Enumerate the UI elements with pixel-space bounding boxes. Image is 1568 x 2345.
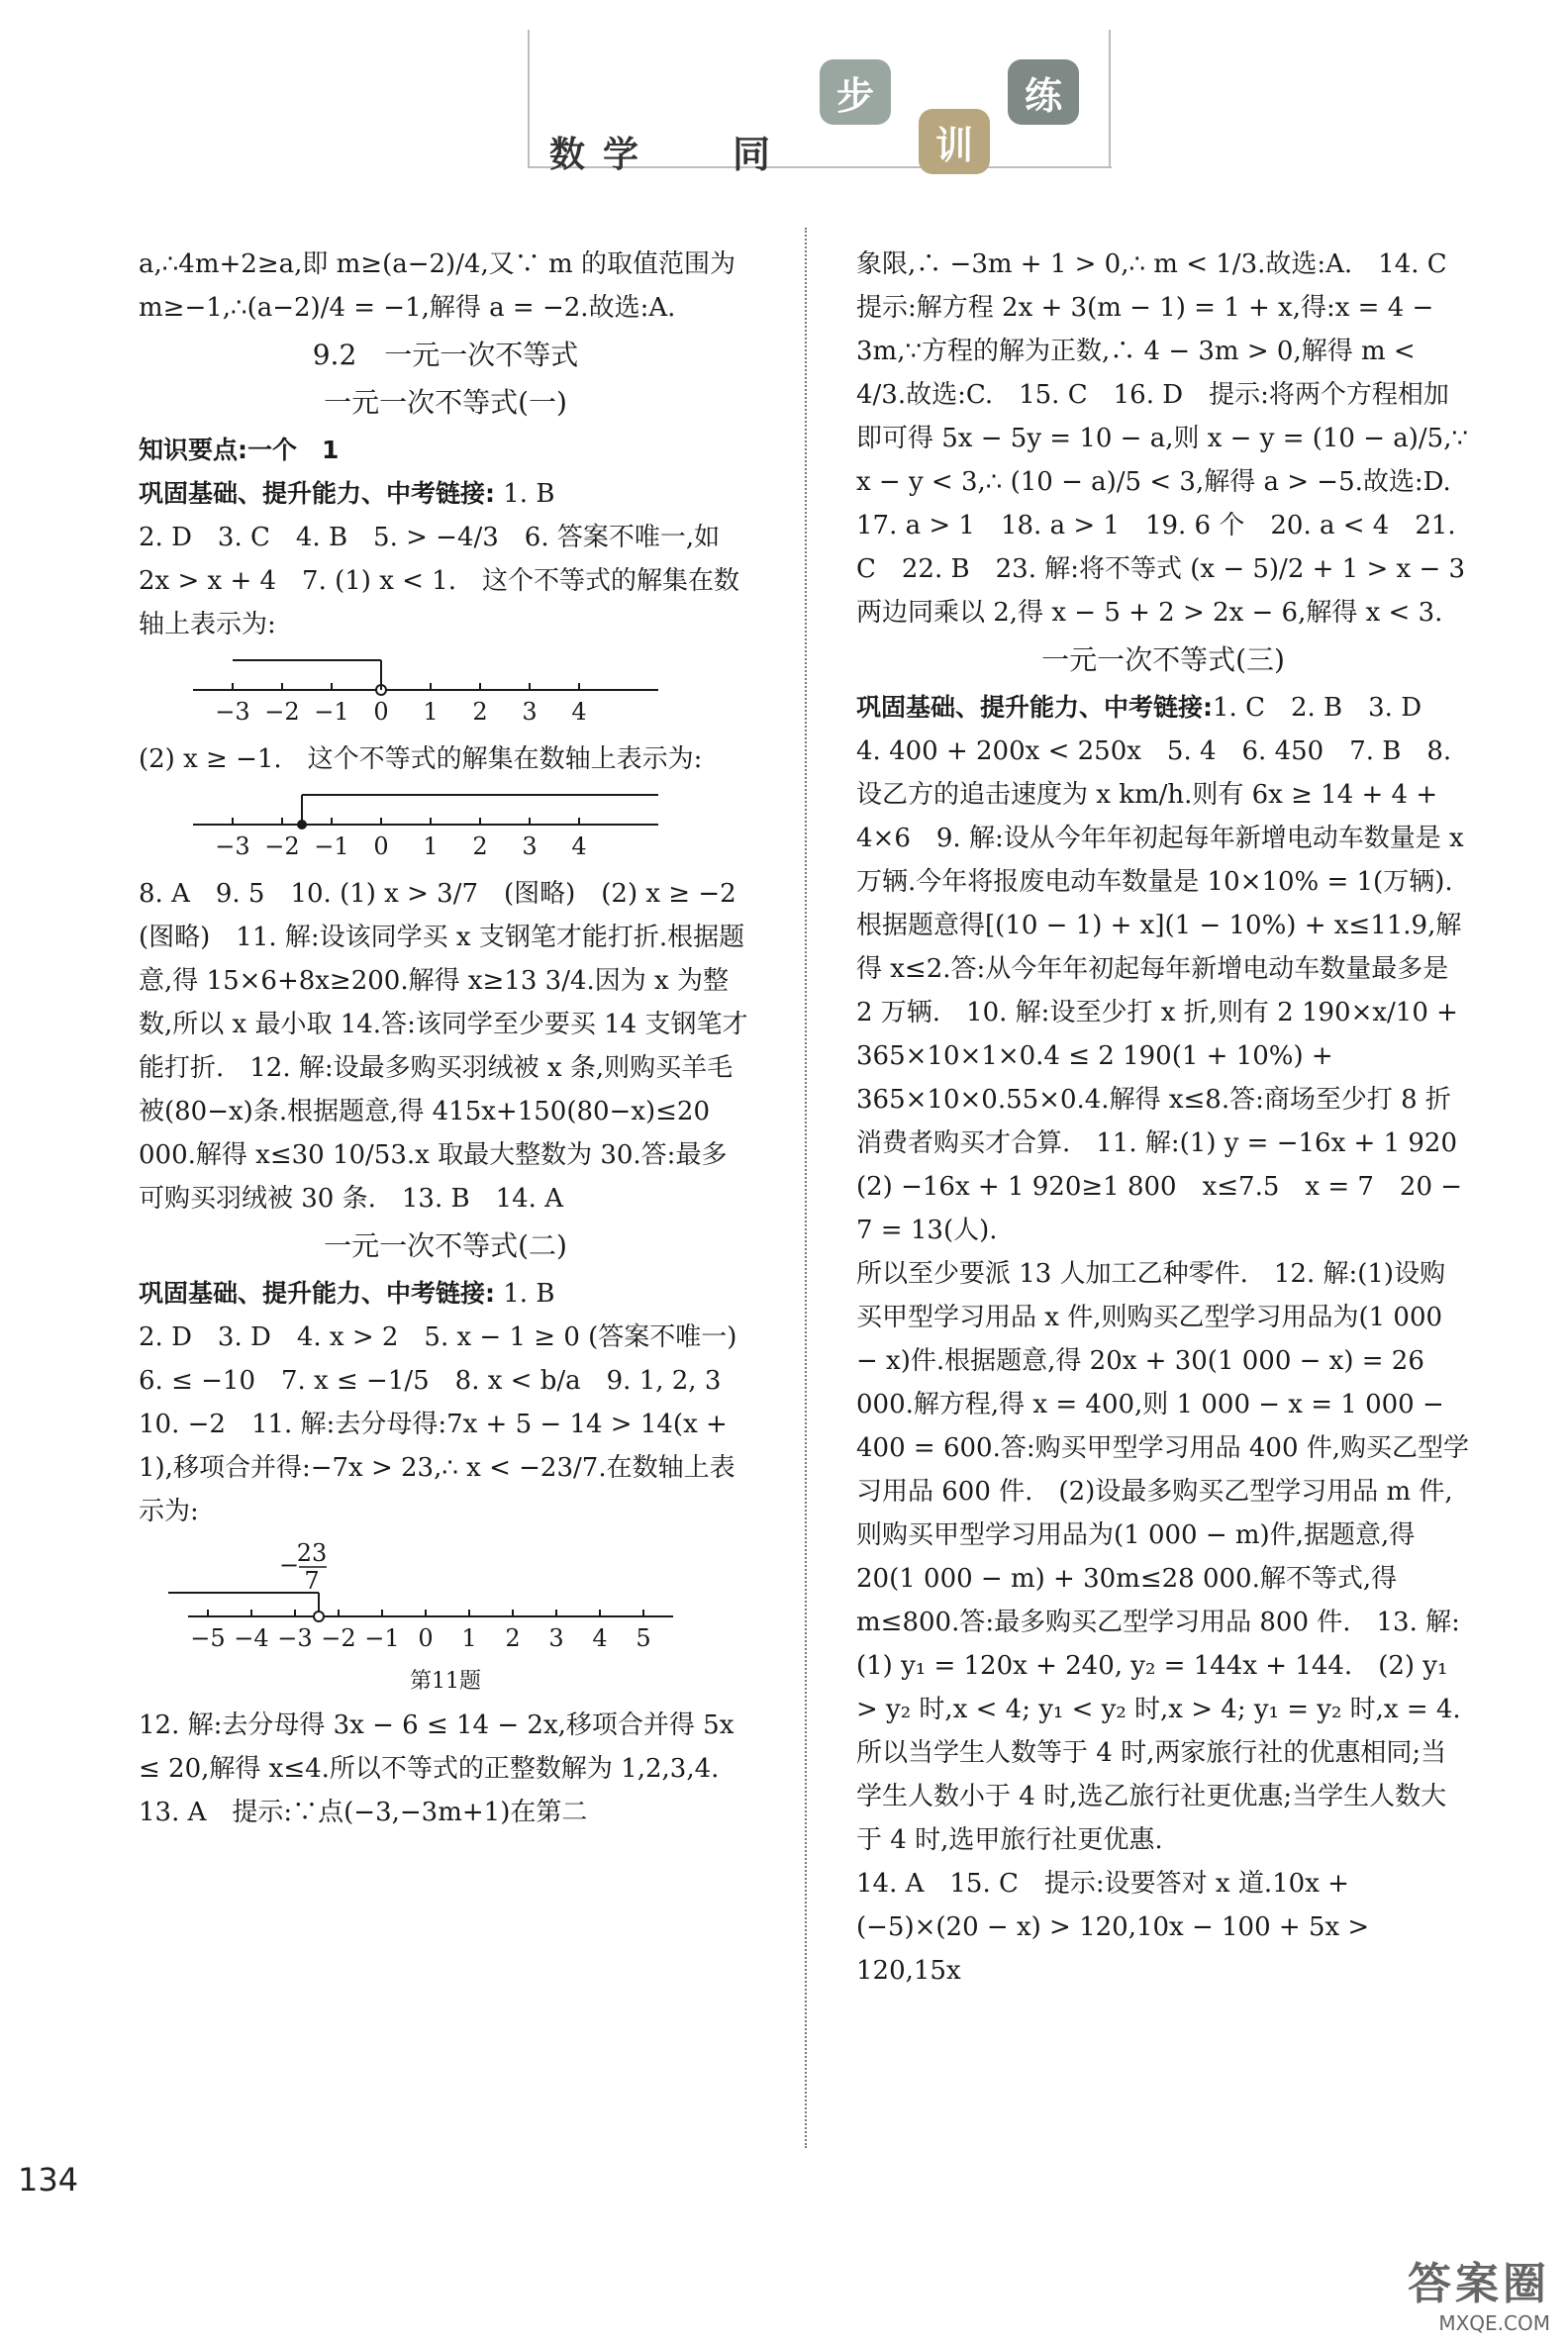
subsection-title: 一元一次不等式(二) bbox=[324, 1229, 567, 1262]
number-line-label: 23 bbox=[296, 1539, 328, 1567]
answer-paragraph: 象限,∴ −3m + 1 > 0,∴ m < 1/3.故选:A. 14. C 提示:解方程 2x + 3(m − 1) = 1 + x,得:x = 4 − 3m,∵方程的解为正数,∴ 4 − 3m > 0,解得 m < 4/3.故选:C. 15. C 16. D 提示:将两个方程相加即可得 5x − 5y = 10 − a,则 x − y = (10 − a)/5,∵ x − y < 3,∴ (10 − a)/5 < 3,解得 a > −5.故选:D. 17. a > 1 18. a > 1 19. 6 个 20. a < 4 21. C 22. B 23. 解:将不等式 (x − 5)/2 + 1 > x − 3 两边同乘以 2,得 x − 5 + 2 > 2x − 6,解得 x < 3. bbox=[856, 249, 1477, 628]
answer-paragraph: 14. A 15. C 提示:设要答对 x 道.10x + (−5)×(20 − x) > 120,10x − 100 + 5x > 120,15x bbox=[856, 1869, 1378, 1986]
number-line-label: 7 bbox=[304, 1567, 320, 1595]
answer-paragraph: a,∴4m+2≥a,即 m≥(a−2)/4,又∵ m 的取值范围为 m≥−1,∴(a−2)/4 = −1,解得 a = −2.故选:A. bbox=[139, 249, 744, 323]
page-header bbox=[0, 0, 1568, 198]
number-line-tick-label: 0 bbox=[418, 1624, 434, 1652]
right-column bbox=[856, 243, 1484, 1993]
answer-text: 1. B bbox=[495, 479, 555, 509]
header-rule bbox=[1109, 30, 1111, 168]
number-line-tick-label: 2 bbox=[505, 1624, 521, 1652]
number-line-tick-label: −2 bbox=[264, 832, 300, 860]
number-line-tick-label: −1 bbox=[314, 698, 349, 726]
number-line-tick-label: −2 bbox=[321, 1624, 356, 1652]
number-line-a bbox=[193, 652, 668, 732]
number-line-tick-label: 3 bbox=[522, 832, 538, 860]
number-line-tick-label: 5 bbox=[636, 1624, 651, 1652]
answer-paragraph: 12. 解:去分母得 3x − 6 ≤ 14 − 2x,移项合并得 5x ≤ 20,解得 x≤4.所以不等式的正整数解为 1,2,3,4. 13. A 提示:∵点(−3,−3m+1)在第二 bbox=[139, 1710, 745, 1827]
series-label: 同 bbox=[733, 132, 771, 176]
header-rule bbox=[528, 30, 530, 168]
number-line-tick-label: 2 bbox=[472, 832, 488, 860]
section-title: 9.2 一元一次不等式 bbox=[312, 339, 579, 371]
answer-text: 1. C 2. B 3. D 4. 400 + 200x < 250x 5. 4 6. 450 7. B 8. 设乙方的追击速度为 x km/h.则有 6x ≥ 14 + 4 + 4×6 9. 解:设从今年年初起每年新增电动车数量是 x 万辆.今年将报废电动车数量是 10×10% = 1(万辆).根据题意得[(10 − 1) + x](1 − 10%) + x≤11.9,解得 x≤2.答:从今年年初起每年新增电动车数量最多是 2 万辆. 10. 解:设至少打 x 折,则有 2 190×x/10 + 365×10×1×0.4 ≤ 2 190(1 + 10%) + 365×10×0.55×0.4.解得 x≤8.答:商场至少打 8 折消费者购买才合算. 11. 解:(1) y = −16x + 1 920 (2) −16x + 1 920≥1 800 x≤7.5 x = 7 20 − 7 = 13(人). bbox=[856, 693, 1484, 1245]
answer-label: 巩固基础、提升能力、中考链接: bbox=[856, 693, 1213, 722]
watermark-text: 答案圈 bbox=[1408, 2259, 1550, 2309]
number-line-c bbox=[168, 1539, 683, 1658]
number-line-tick-label: −2 bbox=[264, 698, 300, 726]
subsection-title: 一元一次不等式(三) bbox=[1041, 643, 1285, 676]
number-line-tick-label: 4 bbox=[571, 832, 587, 860]
number-line-tick-label: −3 bbox=[215, 832, 250, 860]
answer-paragraph: 2. D 3. C 4. B 5. > −4/3 6. 答案不唯一,如 2x > x + 4 7. (1) x < 1. 这个不等式的解集在数轴上表示为: bbox=[139, 523, 739, 639]
number-line-tick-label: −3 bbox=[277, 1624, 313, 1652]
number-line-tick-label: 3 bbox=[522, 698, 538, 726]
number-line-tick-label: −5 bbox=[190, 1624, 226, 1652]
number-line-tick-label: −4 bbox=[234, 1624, 269, 1652]
answer-paragraph: 8. A 9. 5 10. (1) x > 3/7 (图略) (2) x ≥ −2 (图略) 11. 解:设该同学买 x 支钢笔才能打折.根据题意,得 15×6+8x≥200.解得 x≥13 3/4.因为 x 为整数,所以 x 最小取 14.答:该同学至少要买 14 支钢笔才能打折. 12. 解:设最多购买羽绒被 x 条,则购买羊毛被(80−x)条.根据题意,得 415x+150(80−x)≤20 000.解得 x≤30 10/53.x 取最大整数为 30.答:最多可购买羽绒被 30 条. 13. B 14. A bbox=[139, 879, 762, 1214]
answer-label: 巩固基础、提升能力、中考链接: bbox=[139, 479, 495, 508]
number-line-tick-label: 4 bbox=[571, 698, 587, 726]
answer-paragraph: (2) x ≥ −1. 这个不等式的解集在数轴上表示为: bbox=[139, 744, 703, 774]
number-line-tick-label: −3 bbox=[215, 698, 250, 726]
number-line-tick-label: 1 bbox=[423, 832, 439, 860]
figure-caption: 第11题 bbox=[410, 1669, 481, 1694]
page-number: 134 bbox=[18, 2161, 79, 2198]
answer-text: 1. B bbox=[495, 1279, 555, 1309]
answer-paragraph: 所以至少要派 13 人加工乙种零件. 12. 解:(1)设购买甲型学习用品 x 件,则购买乙型学习用品为(1 000 − x)件.根据题意,得 20x + 30(1 000 − x) = 26 000.解方程,得 x = 400,则 1 000 − x = 1 000 − 400 = 600.答:购买甲型学习用品 400 件,购买乙型学习用品 600 件. (2)设最多购买乙型学习用品 m 件,则购买甲型学习用品为(1 000 − m)件,据题意,得 20(1 000 − m) + 30m≤28 000.解不等式,得 m≤800.答:最多购买乙型学习用品 800 件. 13. 解:(1) y₁ = 120x + 240, y₂ = 144x + 144. (2) y₁ > y₂ 时,x < 4; y₁ < y₂ 时,x > 4; y₁ = y₂ 时,x = 4.所以当学生人数等于 4 时,两家旅行社的优惠相同;当学生人数小于 4 时,选乙旅行社更优惠;当学生人数大于 4 时,选甲旅行社更优惠. bbox=[856, 1259, 1470, 1855]
answer-paragraph: 2. D 3. D 4. x > 2 5. x − 1 ≥ 0 (答案不唯一) 6. ≤ −10 7. x ≤ −1/5 8. x < b/a 9. 1, 2, 3 10. −2 11. 解:去分母得:7x + 5 − 14 > 14(x + 1),移项合并得:−7x > 23,∴ x < −23/7.在数轴上表示为: bbox=[139, 1322, 763, 1526]
number-line-tick-label: 4 bbox=[592, 1624, 608, 1652]
number-line-tick-label: −1 bbox=[364, 1624, 400, 1652]
series-char-box: 训 bbox=[919, 109, 990, 174]
left-column bbox=[139, 243, 763, 1834]
series-char-box: 步 bbox=[820, 59, 891, 125]
number-line-tick-label: 1 bbox=[461, 1624, 477, 1652]
number-line-tick-label: 0 bbox=[373, 698, 389, 726]
number-line-tick-label: 1 bbox=[423, 698, 439, 726]
number-line-tick-label: 0 bbox=[373, 832, 389, 860]
watermark-url: MXQE.COM bbox=[1438, 2311, 1550, 2335]
column-divider bbox=[805, 228, 807, 2148]
number-line-label: − bbox=[278, 1551, 300, 1579]
number-line-tick-label: 3 bbox=[548, 1624, 564, 1652]
number-line-tick-label: 2 bbox=[472, 698, 488, 726]
subsection-title: 一元一次不等式(一) bbox=[324, 386, 567, 419]
watermark-logo bbox=[1408, 2248, 1550, 2335]
number-line-b bbox=[193, 787, 668, 866]
answer-label: 巩固基础、提升能力、中考链接: bbox=[139, 1279, 495, 1308]
series-char-box: 练 bbox=[1008, 59, 1079, 125]
answer-paragraph: 知识要点:一个 1 bbox=[139, 436, 340, 464]
subject-label: 数学 bbox=[549, 134, 657, 175]
number-line-tick-label: −1 bbox=[314, 832, 349, 860]
